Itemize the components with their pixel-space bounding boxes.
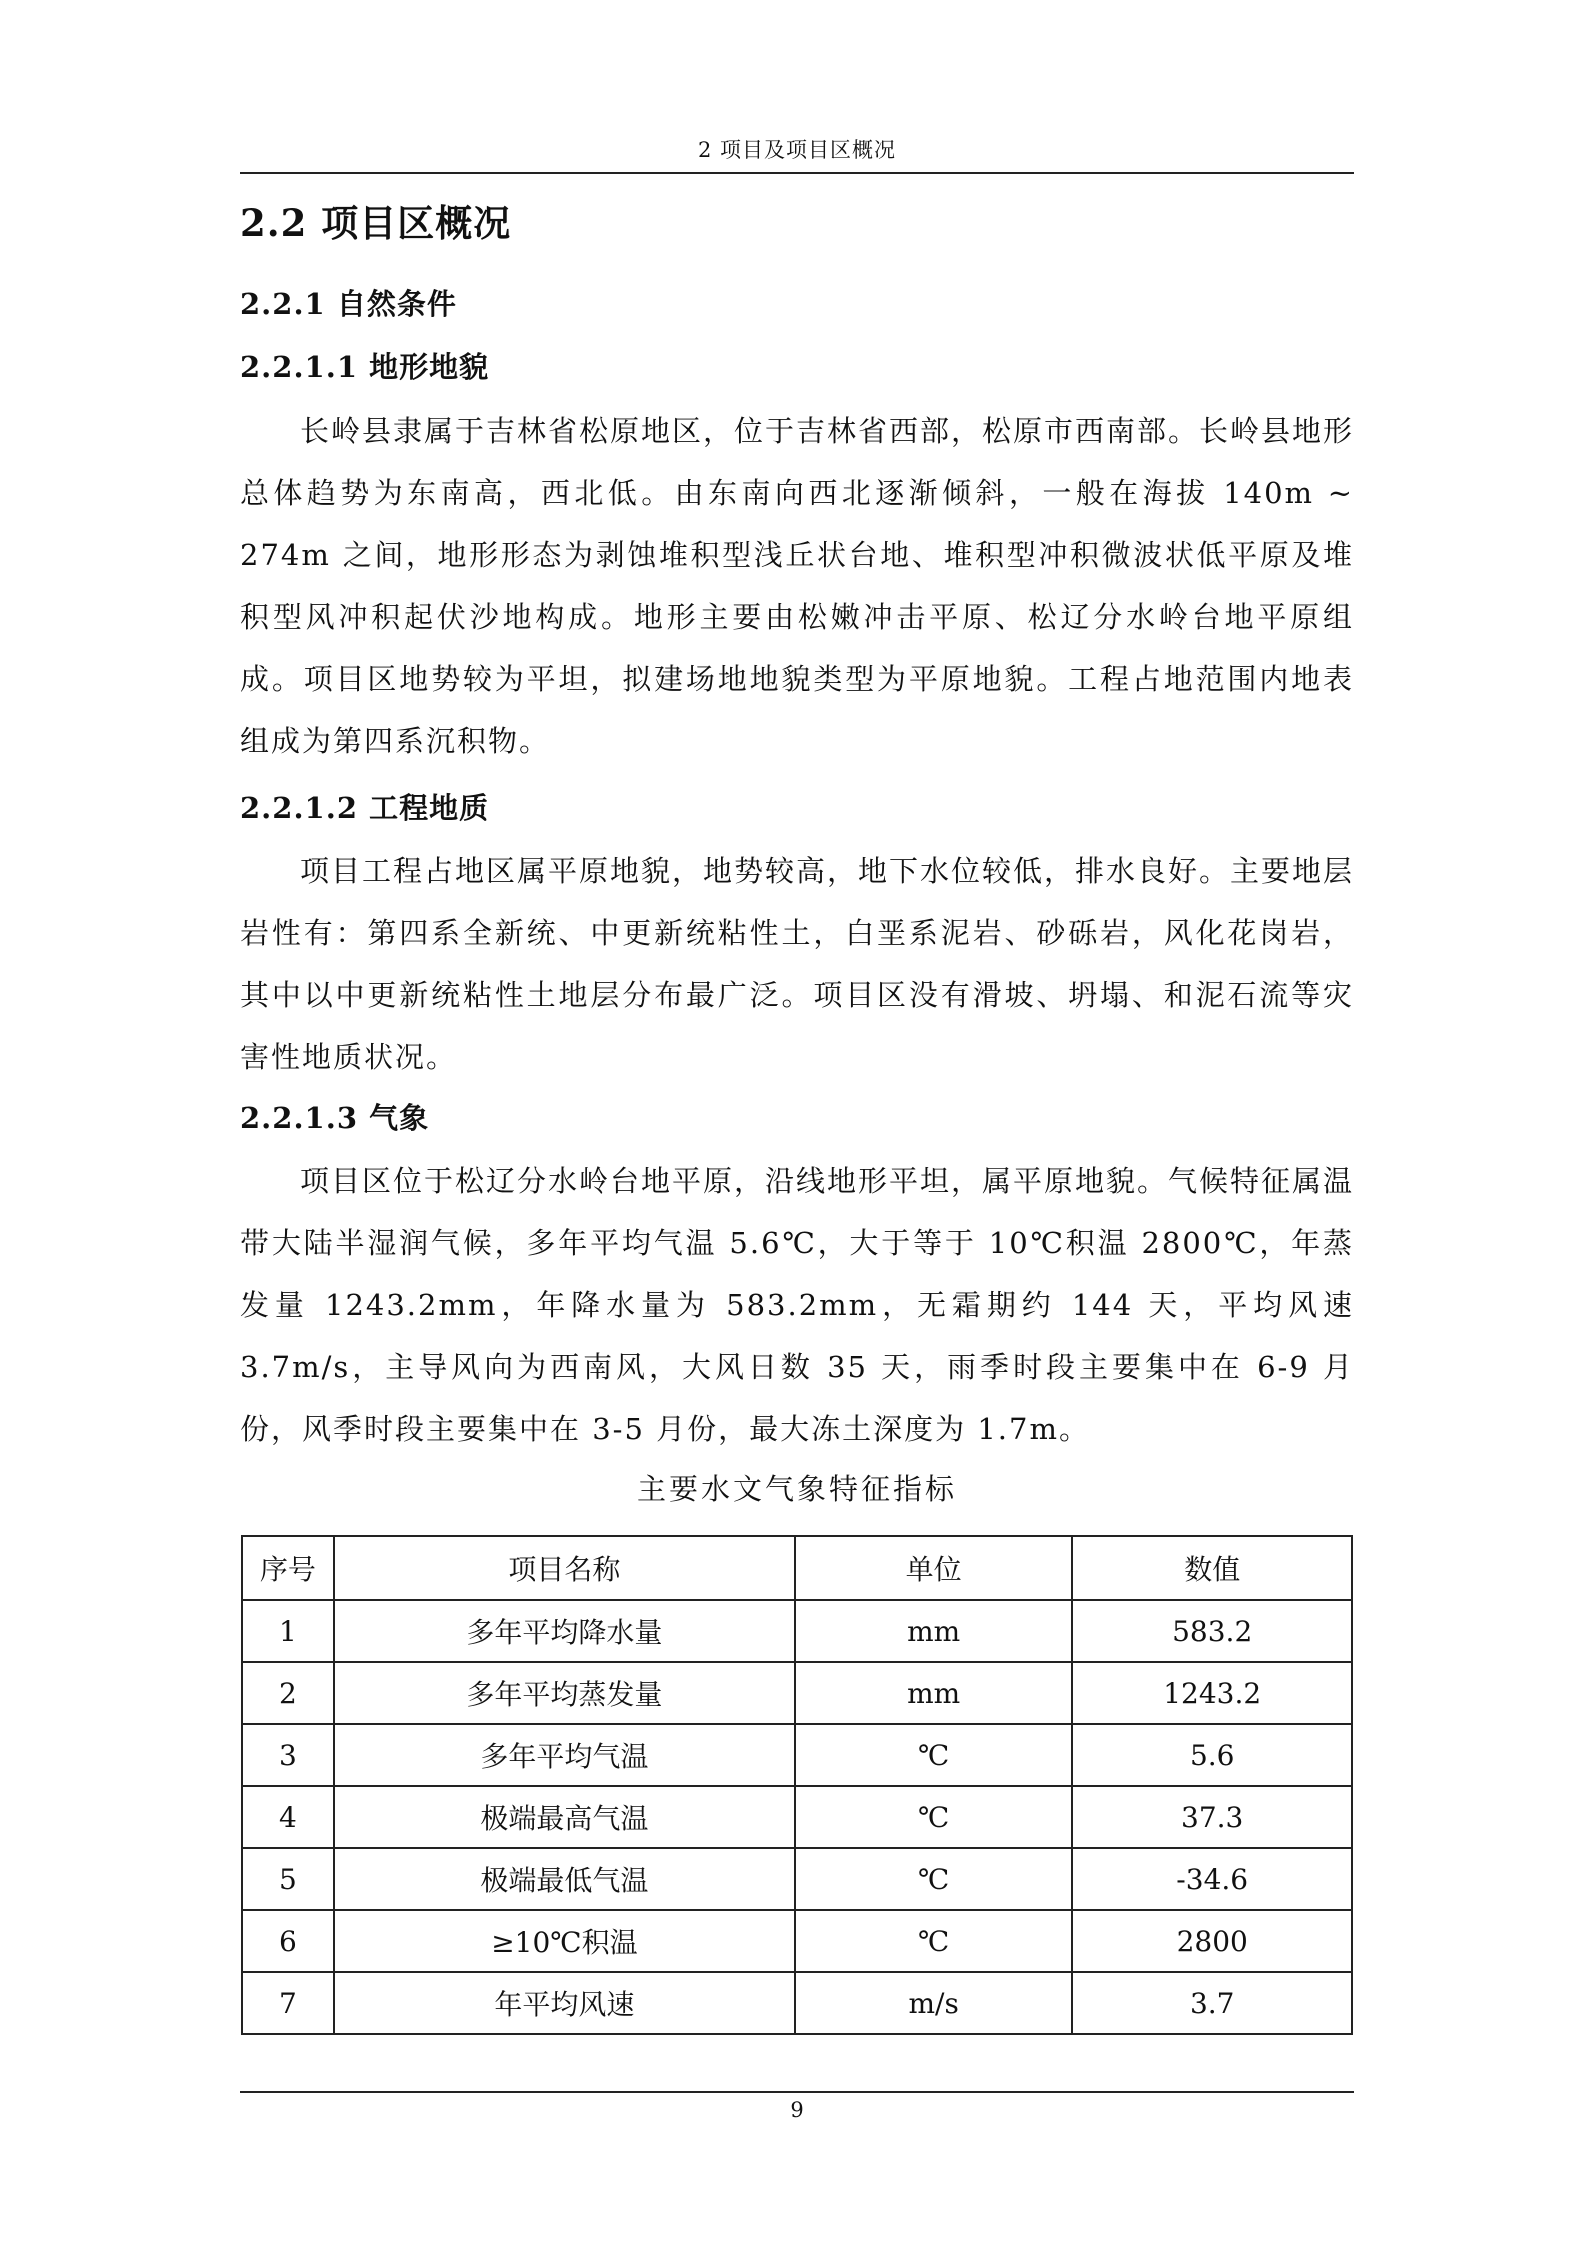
- cell-unit: mm: [795, 1662, 1072, 1724]
- cell-index: 7: [242, 1972, 334, 2034]
- cell-index: 6: [242, 1910, 334, 1972]
- table-caption: 主要水文气象特征指标: [636, 1472, 957, 1506]
- cell-item: 极端最低气温: [334, 1848, 795, 1910]
- cell-index: 2: [242, 1662, 334, 1724]
- cell-index: 1: [242, 1600, 334, 1662]
- table-row: [242, 1724, 1352, 1786]
- topic-paragraph-terrain: 长岭县隶属于吉林省松原地区，位于吉林省西部，松原市西南部。长岭县地形总体趋势为东南高，西北低。由东南向西北逐渐倾斜，一般在海拔 140m ~ 274m 之间，地形形态为剥蚀堆积型浅丘状台地、堆积型冲积微波状低平原及堆积型风冲积起伏沙地构成。地形主要由松嫩冲击平原、松辽分水岭台地平原组成。项目区地势较为平坦，拟建场地地貌类型为平原地貌。工程占地范围内地表组成为第四系沉积物。: [240, 414, 1355, 758]
- cell-index: 4: [242, 1786, 334, 1848]
- cell-unit: ℃: [795, 1910, 1072, 1972]
- cell-unit: mm: [795, 1600, 1072, 1662]
- topic-paragraph-weather: 项目区位于松辽分水岭台地平原，沿线地形平坦，属平原地貌。气候特征属温带大陆半湿润气候，多年平均气温 5.6℃，大于等于 10℃积温 2800℃，年蒸发量 1243.2mm，年降水量为 583.2mm，无霜期约 144 天，平均风速 3.7m/s，主导风向为西南风，大风日数 35 天，雨季时段主要集中在 6-9 月份，风季时段主要集中在 3-5 月份，最大冻土深度为 1.7m。: [240, 1164, 1355, 1446]
- cell-value: 583.2: [1072, 1600, 1352, 1662]
- table-row: [242, 1600, 1352, 1662]
- cell-item: 多年平均气温: [334, 1724, 795, 1786]
- cell-item: 多年平均降水量: [334, 1600, 795, 1662]
- header-cell-value: 数值: [1072, 1536, 1352, 1600]
- cell-unit: m/s: [795, 1972, 1072, 2034]
- cell-item: 年平均风速: [334, 1972, 795, 2034]
- cell-value: 37.3: [1072, 1786, 1352, 1848]
- topic-paragraph-geology: 项目工程占地区属平原地貌，地势较高，地下水位较低，排水良好。主要地层岩性有：第四系全新统、中更新统粘性土，白垩系泥岩、砂砾岩，风化花岗岩，其中以中更新统粘性土地层分布最广泛。项目区没有滑坡、坍塌、和泥石流等灾害性地质状况。: [240, 854, 1355, 1074]
- cell-value: 5.6: [1072, 1724, 1352, 1786]
- cell-unit: ℃: [795, 1786, 1072, 1848]
- cell-item: 极端最高气温: [334, 1786, 795, 1848]
- footer-rule: [240, 2091, 1354, 2093]
- section-title: 2.2 项目区概况: [240, 201, 512, 245]
- hydromet-table: [241, 1535, 1353, 2035]
- header-cell-item: 项目名称: [334, 1536, 795, 1600]
- table-row: [242, 1972, 1352, 2034]
- topic-heading-weather: 2.2.1.3 气象: [240, 1101, 430, 1135]
- header-cell-unit: 单位: [795, 1536, 1072, 1600]
- cell-index: 3: [242, 1724, 334, 1786]
- table-header-row: [242, 1536, 1352, 1600]
- cell-value: 2800: [1072, 1910, 1352, 1972]
- table-row: [242, 1786, 1352, 1848]
- cell-value: 1243.2: [1072, 1662, 1352, 1724]
- table-row: [242, 1848, 1352, 1910]
- table-row: [242, 1662, 1352, 1724]
- cell-item: ≥10℃积温: [334, 1910, 795, 1972]
- page-number: 9: [790, 2098, 804, 2122]
- cell-unit: ℃: [795, 1848, 1072, 1910]
- topic-heading-terrain: 2.2.1.1 地形地貌: [240, 350, 490, 384]
- cell-unit: ℃: [795, 1724, 1072, 1786]
- cell-value: -34.6: [1072, 1848, 1352, 1910]
- header-rule: [240, 172, 1354, 174]
- table-row: [242, 1910, 1352, 1972]
- cell-value: 3.7: [1072, 1972, 1352, 2034]
- cell-item: 多年平均蒸发量: [334, 1662, 795, 1724]
- cell-index: 5: [242, 1848, 334, 1910]
- running-header: 2 项目及项目区概况: [697, 138, 897, 162]
- subsection-title: 2.2.1 自然条件: [240, 287, 457, 321]
- header-cell-index: 序号: [242, 1536, 334, 1600]
- topic-heading-geology: 2.2.1.2 工程地质: [240, 791, 490, 825]
